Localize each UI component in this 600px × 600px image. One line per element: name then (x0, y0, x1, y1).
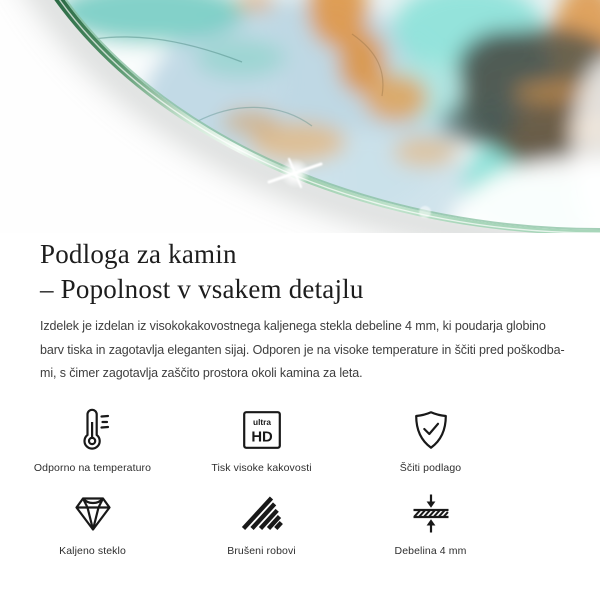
description-line: mi, s čimer zagotavlja zaščito prostora okoli kamina za leta. (40, 366, 363, 380)
diamond-icon (71, 490, 115, 536)
ultra-hd-icon-text-bottom: HD (250, 429, 273, 445)
feature-protects-surface (346, 407, 515, 474)
thermometer-icon (71, 407, 115, 453)
description-line: barv tiska in zagotavlja eleganten sijaj. Odporen je na visoke temperature in ščiti pred poškodba- (40, 342, 565, 357)
page-title (40, 237, 600, 307)
feature-label: Debelina 4 mm (394, 544, 467, 557)
feature-label: Kaljeno steklo (59, 544, 126, 557)
hero-product-photo (0, 0, 600, 233)
ultra-hd-icon (240, 407, 284, 453)
thickness-icon (409, 490, 453, 536)
feature-tempered-glass (8, 490, 177, 557)
feature-label: Odporno na temperaturo (33, 461, 152, 474)
glass-panel-image (0, 0, 600, 233)
ultra-hd-icon-text-top: ultra (252, 416, 271, 427)
feature-label: Tisk visoke kakovosti (211, 461, 312, 474)
feature-print-quality (177, 407, 346, 474)
feature-temperature (8, 407, 177, 474)
product-description (40, 315, 600, 386)
title-line-1: Podloga za kamin (40, 239, 237, 269)
polished-edges-icon (240, 490, 284, 536)
shield-check-icon (409, 407, 453, 453)
feature-grid (8, 407, 600, 557)
feature-thickness (346, 490, 515, 557)
feature-label: Brušeni robovi (227, 544, 296, 557)
feature-label: Ščiti podlago (399, 461, 462, 474)
title-line-2: – Popolnost v vsakem detajlu (40, 274, 364, 304)
description-line: Izdelek je izdelan iz visokokakovostnega kaljenega stekla debeline 4 mm, ki poudarja globino (40, 319, 546, 333)
feature-polished-edges (177, 490, 346, 557)
